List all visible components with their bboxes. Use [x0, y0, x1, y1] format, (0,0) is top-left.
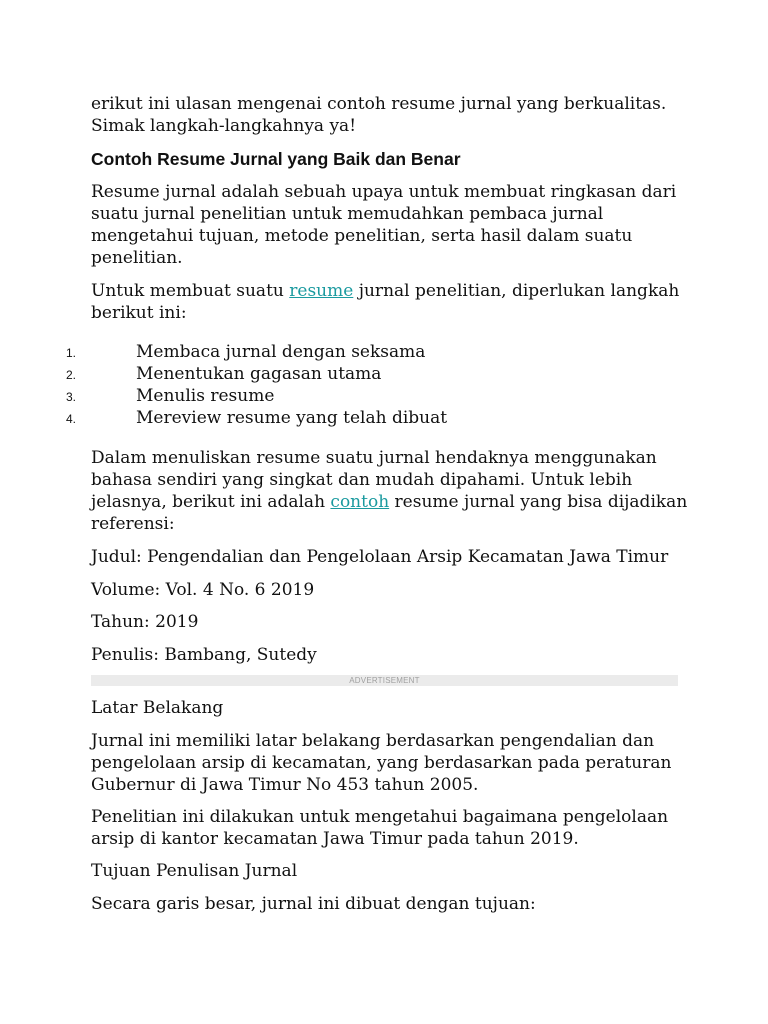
- advertisement-bar: ADVERTISEMENT: [91, 675, 678, 686]
- para3-text-after: resume jurnal yang bisa dijadikan: [389, 492, 688, 512]
- step-number: 1.: [66, 346, 77, 360]
- meta-judul: Judul: Pengendalian dan Pengelolaan Arsip Kecamatan Jawa Timur: [91, 547, 669, 567]
- meta-penulis: Penulis: Bambang, Sutedy: [91, 645, 317, 665]
- para1-line-1: Resume jurnal adalah sebuah upaya untuk membuat ringkasan dari: [91, 182, 677, 202]
- para3-line-2: bahasa sendiri yang singkat dan mudah dipahami. Untuk lebih: [91, 470, 633, 490]
- step-item: Mereview resume yang telah dibuat: [136, 408, 448, 428]
- latar-p1-line-2: pengelolaan arsip di kecamatan, yang berdasarkan pada peraturan: [91, 753, 672, 773]
- step-item: Menulis resume: [136, 386, 275, 406]
- para1-line-2: suatu jurnal penelitian untuk memudahkan pembaca jurnal: [91, 204, 604, 224]
- para2-text-after: jurnal penelitian, diperlukan langkah: [353, 281, 680, 301]
- latar-p2-line-1: Penelitian ini dilakukan untuk mengetahui bagaimana pengelolaan: [91, 807, 669, 827]
- step-number: 2.: [66, 368, 77, 382]
- contoh-link[interactable]: contoh: [330, 492, 390, 512]
- para3-text-before: jelasnya, berikut ini adalah: [91, 492, 331, 512]
- meta-volume: Volume: Vol. 4 No. 6 2019: [91, 580, 315, 600]
- tujuan-line-1: Secara garis besar, jurnal ini dibuat dengan tujuan:: [91, 894, 536, 914]
- section-heading: Contoh Resume Jurnal yang Baik dan Benar: [91, 149, 461, 169]
- step-number: 4.: [66, 412, 77, 426]
- latar-p1-line-1: Jurnal ini memiliki latar belakang berdasarkan pengendalian dan: [91, 731, 655, 751]
- resume-link[interactable]: resume: [289, 281, 354, 301]
- meta-tahun: Tahun: 2019: [91, 612, 199, 632]
- tujuan-title: Tujuan Penulisan Jurnal: [91, 861, 298, 881]
- latar-title: Latar Belakang: [91, 698, 224, 718]
- step-number: 3.: [66, 390, 77, 404]
- latar-p1-line-3: Gubernur di Jawa Timur No 453 tahun 2005.: [91, 775, 479, 795]
- para2-text-before: Untuk membuat suatu: [91, 281, 290, 301]
- para3-line-1: Dalam menuliskan resume suatu jurnal hendaknya menggunakan: [91, 448, 657, 468]
- para2-line-2: berikut ini:: [91, 303, 187, 323]
- para3-line-4: referensi:: [91, 514, 175, 534]
- step-item: Membaca jurnal dengan seksama: [136, 342, 426, 362]
- para2-line-1: [91, 280, 679, 302]
- intro-line-1: erikut ini ulasan mengenai contoh resume jurnal yang berkualitas.: [91, 94, 667, 114]
- para3-line-3: [91, 491, 687, 513]
- para1-line-4: penelitian.: [91, 248, 183, 268]
- intro-line-2: Simak langkah-langkahnya ya!: [91, 116, 357, 136]
- para1-line-3: mengetahui tujuan, metode penelitian, serta hasil dalam suatu: [91, 226, 633, 246]
- latar-p2-line-2: arsip di kantor kecamatan Jawa Timur pada tahun 2019.: [91, 829, 579, 849]
- step-item: Menentukan gagasan utama: [136, 364, 382, 384]
